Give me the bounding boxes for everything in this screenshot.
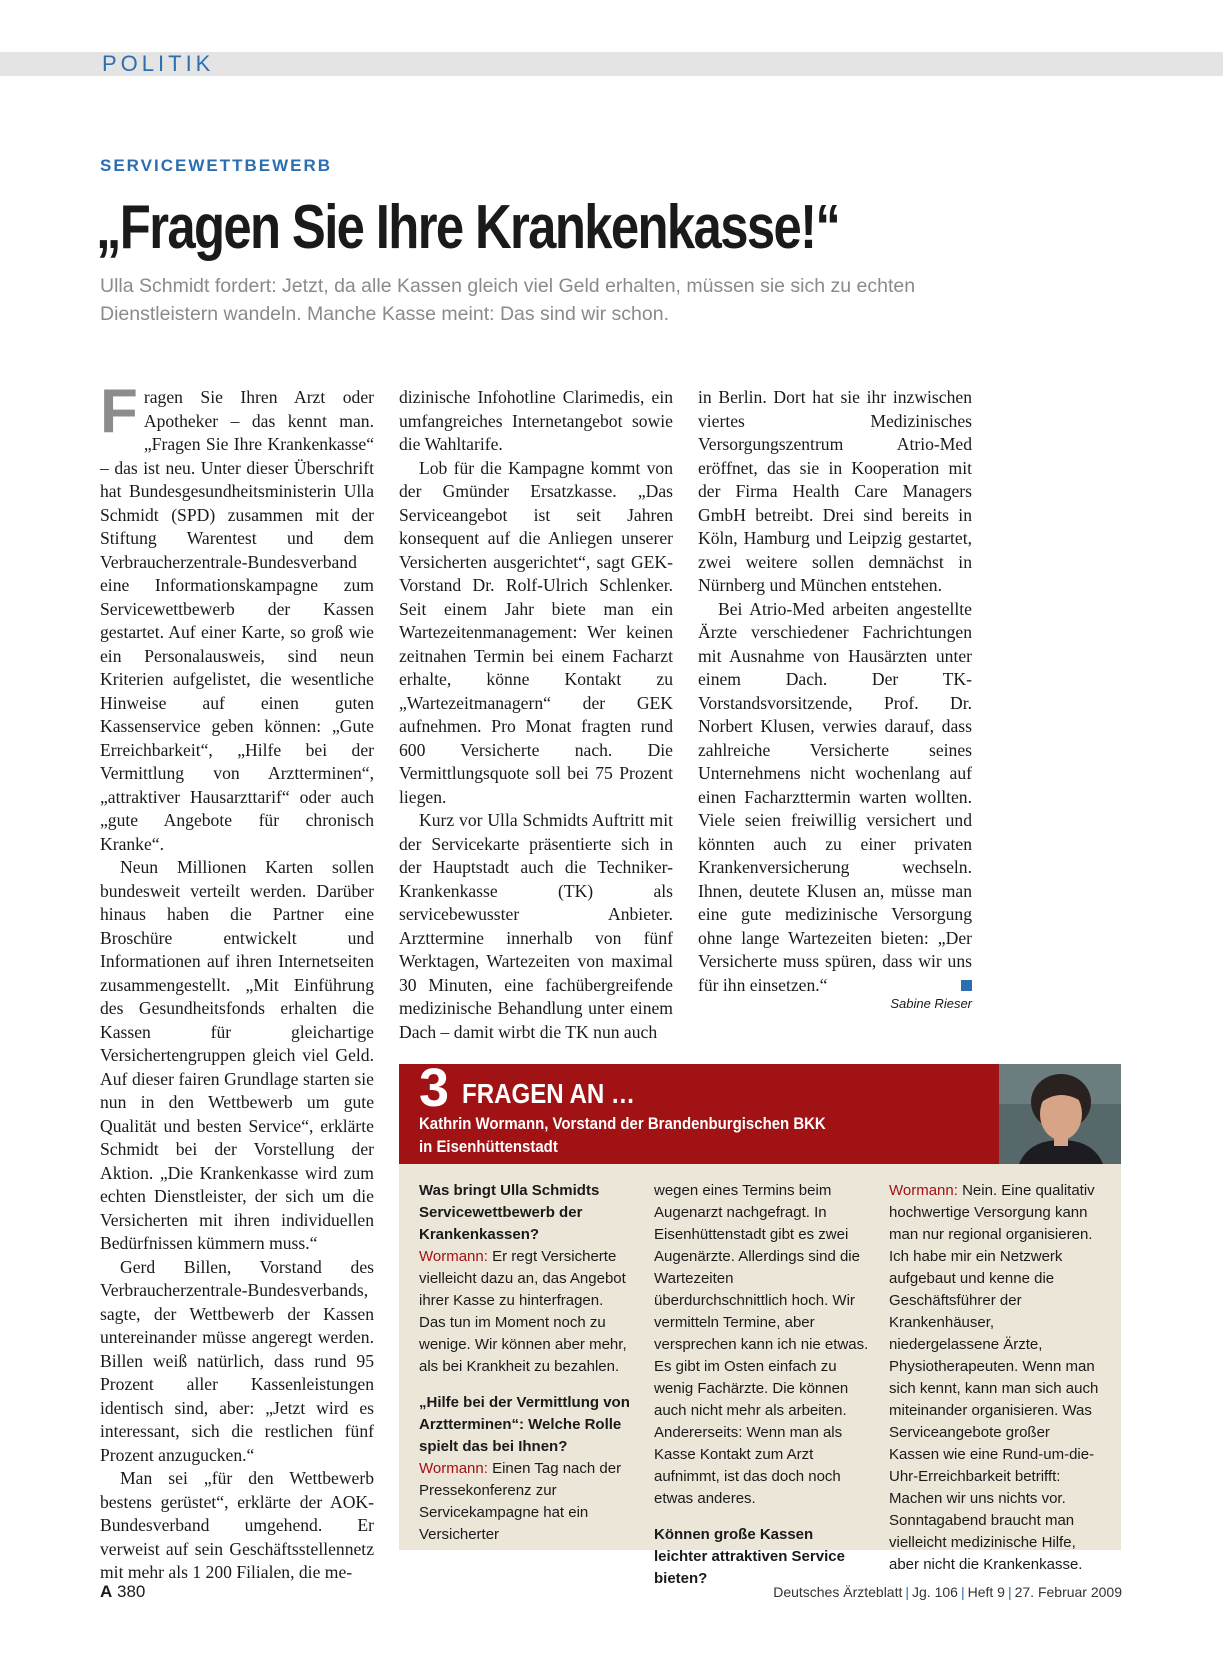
interview-answer: Er regt Versicherte vielleicht dazu an, das Angebot ihrer Kasse zu hinterfragen. Das tun im Moment noch zu wenige. Wir können aber mehr, als bei Krankheit zu bezahlen. [419, 1248, 627, 1375]
interview-answer: wegen eines Termins beim Augenarzt nachgefragt. In Eisenhüttenstadt gibt es zwei Augenärzte. Allerdings sind die Wartezeiten überdurchschnittlich hoch. Wir vermitteln Termine, aber versprechen kann ich nie etwas. Es gibt im Osten einfach zu wenig Fachärzte. Die können auch nicht mehr als arbeiten. Andererseits: Wenn man als Kasse Kontakt zum Arzt aufnimmt, ist das doch noch etwas anderes. [654, 1182, 869, 1507]
interview-header [399, 1058, 999, 1164]
interview-number: 3 [419, 1058, 450, 1118]
author-byline: Sabine Rieser [890, 996, 972, 1011]
interview-box [399, 1058, 1121, 1587]
end-mark-icon [961, 980, 972, 991]
journal-name: Deutsches Ärzteblatt [773, 1584, 903, 1600]
qa-block [654, 1524, 869, 1590]
interview-question: Was bringt Ulla Schmidts Servicewettbewerb der Krankenkassen? [419, 1182, 600, 1243]
interview-column-1 [419, 1180, 634, 1560]
interview-title: FRAGEN AN … [462, 1078, 636, 1109]
page-number-value: 380 [117, 1582, 146, 1601]
speaker-label: Wormann: [419, 1248, 488, 1265]
paragraph: Kurz vor Ulla Schmidts Auftritt mit der Servicekarte präsentierte sich in der Hauptstadt auch die Techniker-Krankenkasse (TK) als servicebewusster Anbieter. Arzttermine innerhalb von fünf Werktagen, Wartezeiten von maximal 30 Minuten, eine fachübergreifende medizinische Behandlung unter einem Dach – damit wirbt die TK nun auch [399, 810, 673, 1042]
interview-question: Können große Kassen leichter attraktiven Service bieten? [654, 1526, 845, 1587]
interview-question: „Hilfe bei der Vermittlung von Arztterminen“: Welche Rolle spielt das bei Ihnen? [419, 1394, 630, 1455]
article-subtitle: Ulla Schmidt fordert: Jetzt, da alle Kassen gleich viel Geld erhalten, müssen sie sich zu echten Dienstleistern wandeln. Manche Kasse meint: Das sind wir schon. [100, 275, 916, 325]
paragraph: Man sei „für den Wettbewerb bestens gerüstet“, erklärte der AOK-Bundesverband umgehend. Er verweist auf sein Geschäftsstellennetz mit mehr als 1 200 Filialen, die me- [100, 1468, 374, 1582]
speaker-label: Wormann: [419, 1460, 488, 1477]
paragraph: Lob für die Kampagne kommt von der Gmünder Ersatzkasse. „Das Serviceangebot ist seit Jahren konsequent auf die Anliegen unserer Versicherten ausgerichtet“, sagt GEK-Vorstand Dr. Rolf-Ulrich Schlenker. Seit einem Jahr biete man ein Wartezeitenmanagement: Wer keinen zeitnahen Termin bei einem Facharzt erhalte, könne Kontakt zu „Wartezeitmanagern“ der GEK aufnehmen. Pro Monat fragten rund 600 Versicherte nach. Die Vermittlungsquote soll bei 75 Prozent liegen. [399, 457, 673, 807]
article-kicker: SERVICEWETTBEWERB [100, 156, 333, 175]
qa-block [419, 1392, 634, 1546]
drop-cap: F [100, 377, 138, 446]
interview-column-2 [654, 1180, 869, 1604]
page-prefix: A [100, 1582, 113, 1601]
paragraph [698, 598, 972, 998]
qa-block [889, 1180, 1104, 1576]
article-title: „Fragen Sie Ihre Krankenkasse!“ [96, 193, 840, 262]
paragraph [100, 377, 374, 856]
section-label: POLITIK [102, 51, 215, 76]
speaker-label: Wormann: [889, 1182, 958, 1199]
paragraph: dizinische Infohotline Clarimedis, ein umfangreiches Internetangebot sowie die Wahltarife. [399, 387, 673, 454]
article-column-3 [698, 386, 972, 997]
paragraph: Gerd Billen, Vorstand des Verbraucherzentrale-Bundesverbands, sagte, der Wettbewerb der Kassen untereinander müsse angeregt werden. Billen weiß natürlich, dass rund 95 Prozent aller Kassenleistungen identisch sind, aber: „Jetzt wird es interessant, sich die restlichen fünf Prozent anzugucken.“ [100, 1256, 374, 1465]
interview-answer: Einen Tag nach der Pressekonferenz zur Servicekampagne hat ein Versicherter [419, 1460, 622, 1543]
article-column-1 [100, 377, 374, 1585]
page-number [100, 1582, 145, 1602]
journal-issue: Heft 9 [967, 1584, 1005, 1600]
paragraph-text: ragen Sie Ihren Arzt oder Apotheker – das kennt man. „Fragen Sie Ihre Krankenkasse“ – das ist neu. Unter dieser Überschrift hat Bundesgesundheitsministerin Ulla Schmidt (SPD) zusammen mit der Stiftung Warentest und dem Verbraucherzentrale-Bundesverband eine Informationskampagne zum Servicewettbewerb der Kassen gestartet. Auf einer Karte, so groß wie ein Personalausweis, sind neun Kriterien aufgelistet, die wesentliche Hinweise auf einen guten Kassenservice geben können: „Gute Erreichbarkeit“, „Hilfe bei der Vermittlung von Arztterminen“, „attraktiver Hausarzttarif“ oder auch „gute Angebote für chronisch Kranke“. [100, 387, 374, 854]
journal-volume: Jg. 106 [912, 1584, 958, 1600]
interview-column-3 [889, 1180, 1104, 1590]
interview-answer: Nein. Eine qualitativ hochwertige Versorgung kann man nur regional organisieren. Ich habe mir ein Netzwerk aufgebaut und kenne die Geschäftsführer der Krankenhäuser, niedergelassene Ärzte, Physiotherapeuten. Wenn man sich kennt, kann man sich auch miteinander organisieren. Was Serviceangebote großer Kassen wie eine Rund-um-die-Uhr-Erreichbarkeit betrifft: Machen wir uns nichts vor. Sonntagabend braucht man vielleicht medizinische Hilfe, aber nicht die Krankenkasse. [889, 1182, 1099, 1573]
article-column-2 [399, 386, 673, 1044]
paragraph: Neun Millionen Karten sollen bundesweit verteilt werden. Darüber hinaus haben die Partner eine Broschüre entwickelt und Informationen auf ihren Internetseiten zusammengestellt. „Mit Einführung des Gesundheitsfonds erhalten die Kassen für gleichartige Versichertengruppen gleich viel Geld. Auf dieser fairen Grundlage starten sie nun in den Wettbewerb um gute Qualität und besten Service“, erklärte Schmidt bei der Vorstellung der Aktion. „Die Krankenkasse wird zum echten Dienstleister, der sich um die Versicherten mit ihren individuellen Bedürfnissen kümmern muss.“ [100, 857, 374, 1253]
paragraph: in Berlin. Dort hat sie ihr inzwischen viertes Medizinisches Versorgungszentrum Atrio-Med eröffnet, das sie in Kooperation mit der Firma Health Care Managers GmbH betreibt. Drei sind bereits in Köln, Hamburg und Leipzig gestartet, zwei weitere sollen demnächst in Nürnberg und München entstehen. [698, 387, 972, 595]
journal-date: 27. Februar 2009 [1014, 1584, 1122, 1600]
qa-block [419, 1180, 634, 1378]
portrait-image [999, 1064, 1121, 1164]
interview-subtitle: Kathrin Wormann, Vorstand der Brandenburgischen BKK in Eisenhüttenstadt [419, 1114, 826, 1156]
portrait-photo [999, 1064, 1121, 1164]
journal-footer: Deutsches Ärzteblatt | Jg. 106 | Heft 9 | 27. Februar 2009 [773, 1584, 1122, 1600]
paragraph-text: Bei Atrio-Med arbeiten angestellte Ärzte verschiedener Fachrichtungen mit Ausnahme von Hausärzten unter einem Dach. Der TK-Vorstandsvorsitzende, Prof. Dr. Norbert Klusen, verwies darauf, dass zahlreiche Versicherte seines Unternehmens nicht wochenlang auf einen Facharzttermin warten wollten. Viele seien freiwillig versichert und könnten auch zu einer privaten Krankenversicherung wechseln. Ihnen, deutete Klusen an, müsse man eine gute medizinische Versorgung ohne lange Wartezeiten bieten: „Der Versicherte muss spüren, dass wir uns für ihn einsetzen.“ [698, 598, 972, 995]
